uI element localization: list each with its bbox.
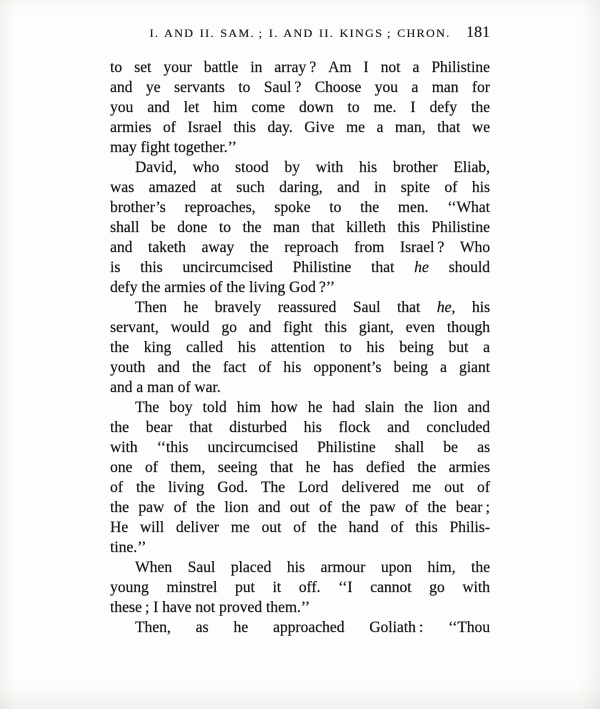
word: Philistine [292, 259, 352, 276]
word: killeth [346, 219, 386, 236]
word: Philistine [317, 439, 376, 456]
word: he [305, 459, 321, 476]
text-line [110, 498, 490, 518]
word: he [183, 299, 199, 316]
word: the [427, 499, 447, 516]
text-segment: tine.’’ [110, 539, 147, 556]
word: ‘‘this [156, 439, 189, 456]
text-line [110, 198, 490, 218]
word: giant, [358, 319, 394, 336]
word: a [376, 119, 384, 136]
word: and [157, 359, 180, 376]
word: I [410, 99, 416, 116]
word: off. [298, 579, 321, 596]
text-line [110, 418, 490, 438]
word: come [251, 99, 285, 116]
word: living [168, 479, 205, 496]
word: slain [364, 399, 395, 416]
word: I [363, 59, 369, 76]
word: the [471, 99, 490, 116]
word: armies [110, 119, 152, 136]
word: but [448, 339, 469, 356]
word: and [257, 499, 281, 516]
text-segment: may fight together.’’ [110, 139, 237, 156]
word: bear ; [455, 499, 490, 516]
word: down [298, 99, 334, 116]
word: has [332, 459, 354, 476]
word: this [233, 119, 256, 136]
word: was [110, 179, 135, 196]
word: let [183, 99, 200, 116]
word: Eliab, [453, 159, 490, 176]
word: Goliath : [369, 619, 424, 636]
word: done [177, 219, 208, 236]
word: you [110, 99, 134, 116]
word: that [371, 259, 395, 276]
word: men. [397, 199, 429, 216]
word: though [446, 319, 490, 336]
word: with [315, 159, 344, 176]
word: of [319, 499, 332, 516]
word: this [324, 319, 347, 336]
word: of [476, 479, 490, 496]
word: of [162, 119, 176, 136]
word: ‘‘Thou [448, 619, 490, 636]
word: and [147, 99, 170, 116]
word: When [135, 559, 173, 576]
word: out [444, 479, 464, 496]
word: lion [433, 399, 458, 416]
word: young [110, 579, 149, 596]
word: should [448, 259, 490, 276]
word: his [303, 419, 322, 436]
word: that [311, 219, 335, 236]
text-line [110, 618, 490, 638]
word: to [329, 199, 342, 216]
word: spoke [274, 199, 311, 216]
word: the [317, 519, 337, 536]
word: Choose [314, 79, 362, 96]
word: of [173, 499, 187, 516]
word: reproaches, [184, 199, 256, 216]
word: with [110, 439, 138, 456]
word: he [233, 619, 249, 636]
word: his [283, 359, 302, 376]
text-line [110, 398, 490, 418]
word: me. [373, 99, 397, 116]
word: who [192, 159, 220, 176]
text-line [110, 378, 490, 398]
text-line [110, 458, 490, 478]
word: shall [110, 219, 140, 236]
text-line [110, 598, 490, 618]
word: battle [203, 59, 239, 76]
word: ye [145, 79, 161, 96]
word: servant, [110, 319, 159, 336]
page-header [110, 24, 490, 44]
word: how [270, 399, 298, 416]
text-line [110, 218, 490, 238]
word: would [170, 319, 210, 336]
word: him, [427, 559, 456, 576]
word: his [237, 339, 256, 356]
word: go [221, 319, 237, 336]
word: uncircumcised [182, 259, 273, 276]
word: in [374, 179, 387, 196]
word: Who [459, 239, 490, 256]
word: that [396, 299, 421, 316]
word: from [354, 239, 385, 256]
word: to [347, 99, 360, 116]
word: this [415, 519, 438, 536]
word: of [405, 499, 418, 516]
word: out [289, 499, 310, 516]
word: ‘‘I [338, 579, 353, 596]
word: away [201, 239, 235, 256]
word: of [110, 479, 123, 496]
word: the [110, 419, 129, 436]
text-line [110, 138, 490, 158]
word: me [412, 479, 432, 496]
text-segment: defy the armies of the living God ?’’ [110, 279, 335, 296]
word: Philis- [449, 519, 490, 536]
word: paw [369, 499, 396, 516]
italic-word: he [414, 259, 429, 276]
text-line [110, 118, 490, 138]
word: flock [338, 419, 371, 436]
word: Give [304, 119, 335, 136]
word: Philistine [431, 219, 490, 236]
word: bear [145, 419, 173, 436]
word: being [393, 359, 428, 376]
word: not [380, 59, 401, 76]
word: a [412, 59, 420, 76]
word: spite [400, 179, 430, 196]
word: to [218, 219, 231, 236]
word: and [110, 239, 133, 256]
word: Saul [187, 559, 216, 576]
word: king [143, 339, 172, 356]
word: called [186, 339, 224, 356]
word: in [250, 59, 263, 76]
word: uncircumcised [207, 439, 298, 456]
word: the [249, 239, 269, 256]
word: taketh [147, 239, 186, 256]
text-line [110, 518, 490, 538]
word: brother [392, 159, 438, 176]
word: array ? [274, 59, 317, 76]
text-line [110, 538, 490, 558]
word: lion [224, 499, 249, 516]
word: a [411, 79, 419, 96]
word: the [471, 559, 490, 576]
word: had [332, 399, 355, 416]
word: The [135, 399, 160, 416]
word: him [213, 99, 238, 116]
word: such [236, 179, 265, 196]
text-line [110, 278, 490, 298]
word: the [341, 499, 361, 516]
word: be [150, 219, 166, 236]
word: his [358, 159, 378, 176]
word: the [242, 219, 262, 236]
word: servants [173, 79, 225, 96]
word: you [374, 79, 398, 96]
word: his [286, 559, 305, 576]
word: approached [272, 619, 345, 636]
word: the [404, 399, 424, 416]
word: and [467, 399, 490, 416]
text-line [110, 58, 490, 78]
word: man, [394, 119, 426, 136]
word: day. [267, 119, 293, 136]
word: Am [328, 59, 352, 76]
word: boy [169, 399, 193, 416]
text-line [110, 578, 490, 598]
word: one [110, 459, 133, 476]
word: to [238, 79, 251, 96]
text-line [110, 318, 490, 338]
word: the [110, 339, 129, 356]
word: be [443, 439, 458, 456]
word: to [110, 59, 123, 76]
word: it [272, 579, 282, 596]
word: and [387, 419, 410, 436]
word: out [261, 519, 282, 536]
word: reassured [277, 299, 337, 316]
word: as [477, 439, 490, 456]
word: the [360, 199, 380, 216]
word: Lord [298, 479, 329, 496]
word: brother’s [110, 199, 166, 216]
word: reproach [284, 239, 339, 256]
word: told [202, 399, 227, 416]
word: amazed [148, 179, 196, 196]
word: minstrel [166, 579, 218, 596]
word: of [444, 179, 458, 196]
word: the [417, 459, 437, 476]
word: put [234, 579, 255, 596]
word: a [483, 339, 490, 356]
word: for [471, 79, 490, 96]
word: that [437, 119, 461, 136]
word: placed [230, 559, 272, 576]
word: them, [170, 459, 206, 476]
word: cannot [370, 579, 412, 596]
word: to [339, 339, 352, 356]
text-segment: and a man of war. [110, 379, 221, 396]
word: hand [348, 519, 379, 536]
word: with [462, 579, 490, 596]
word: his [471, 299, 490, 316]
word: upon [380, 559, 412, 576]
word: at [210, 179, 222, 196]
word: David, [135, 159, 177, 176]
word: armies [448, 459, 490, 476]
word: armour [320, 559, 366, 576]
word: fight [283, 319, 313, 336]
word: paw [138, 499, 165, 516]
word: man [273, 219, 300, 236]
word: of [258, 359, 272, 376]
word: bravely [214, 299, 262, 316]
word: of [390, 519, 404, 536]
word: Israel ? [399, 239, 445, 256]
page-body [110, 58, 490, 638]
word: Then, [135, 619, 171, 636]
word: youth [110, 359, 146, 376]
word: shall [394, 439, 425, 456]
word: being [399, 339, 434, 356]
text-line [110, 258, 490, 278]
text-line [110, 158, 490, 178]
word: by [284, 159, 300, 176]
word: defy [429, 99, 458, 116]
word: concluded [426, 419, 490, 436]
word: even [405, 319, 435, 336]
word: Then [135, 299, 167, 316]
word: this [397, 219, 420, 236]
word: of [293, 519, 306, 536]
word: we [471, 119, 490, 136]
word: him [236, 399, 261, 416]
word: that [269, 459, 294, 476]
word: go [429, 579, 445, 596]
text-line [110, 298, 490, 318]
text-line [110, 438, 490, 458]
word: the [191, 359, 211, 376]
word: will [139, 519, 165, 536]
text-line [110, 358, 490, 378]
word: attention [270, 339, 325, 356]
word: his [366, 339, 385, 356]
word: this [140, 259, 163, 276]
word: delivered [341, 479, 399, 496]
text-line [110, 98, 490, 118]
word: giant [458, 359, 490, 376]
word: deliver [175, 519, 219, 536]
word: as [195, 619, 209, 636]
word: Saul ? [263, 79, 302, 96]
word: is [110, 259, 121, 276]
word: stood [235, 159, 269, 176]
word: The [260, 479, 286, 496]
text-line [110, 558, 490, 578]
word: opponent’s [313, 359, 382, 376]
word: set [134, 59, 152, 76]
word: He [110, 519, 129, 536]
word: ‘‘What [447, 199, 490, 216]
text-line [110, 338, 490, 358]
text-segment: these ; I have not proved them.’’ [110, 599, 310, 616]
word: his [471, 179, 490, 196]
word: me [230, 519, 250, 536]
word: daring, [279, 179, 323, 196]
text-line [110, 178, 490, 198]
text-line [110, 78, 490, 98]
word: seeing [217, 459, 258, 476]
text-line [110, 478, 490, 498]
word: fact [222, 359, 247, 376]
word: he [307, 399, 323, 416]
word: Israel [187, 119, 222, 136]
word: and [110, 79, 133, 96]
word: of [144, 459, 158, 476]
word: man [431, 79, 459, 96]
word: a [439, 359, 447, 376]
word: and [337, 179, 360, 196]
word: the [110, 499, 129, 516]
word: and [248, 319, 272, 336]
word: me [345, 119, 365, 136]
running-head: I. AND II. SAM. ; I. AND II. KINGS ; CHRON. [149, 26, 451, 40]
word: Philistine [431, 59, 490, 76]
text-line [110, 238, 490, 258]
italic-word: he, [436, 299, 456, 316]
word: that [189, 419, 213, 436]
word: your [163, 59, 192, 76]
word: the [196, 499, 215, 516]
word: the [136, 479, 155, 496]
word: God. [217, 479, 248, 496]
page-number: 181 [466, 24, 490, 41]
word: disturbed [229, 419, 287, 436]
word: defied [365, 459, 405, 476]
word: Saul [352, 299, 381, 316]
